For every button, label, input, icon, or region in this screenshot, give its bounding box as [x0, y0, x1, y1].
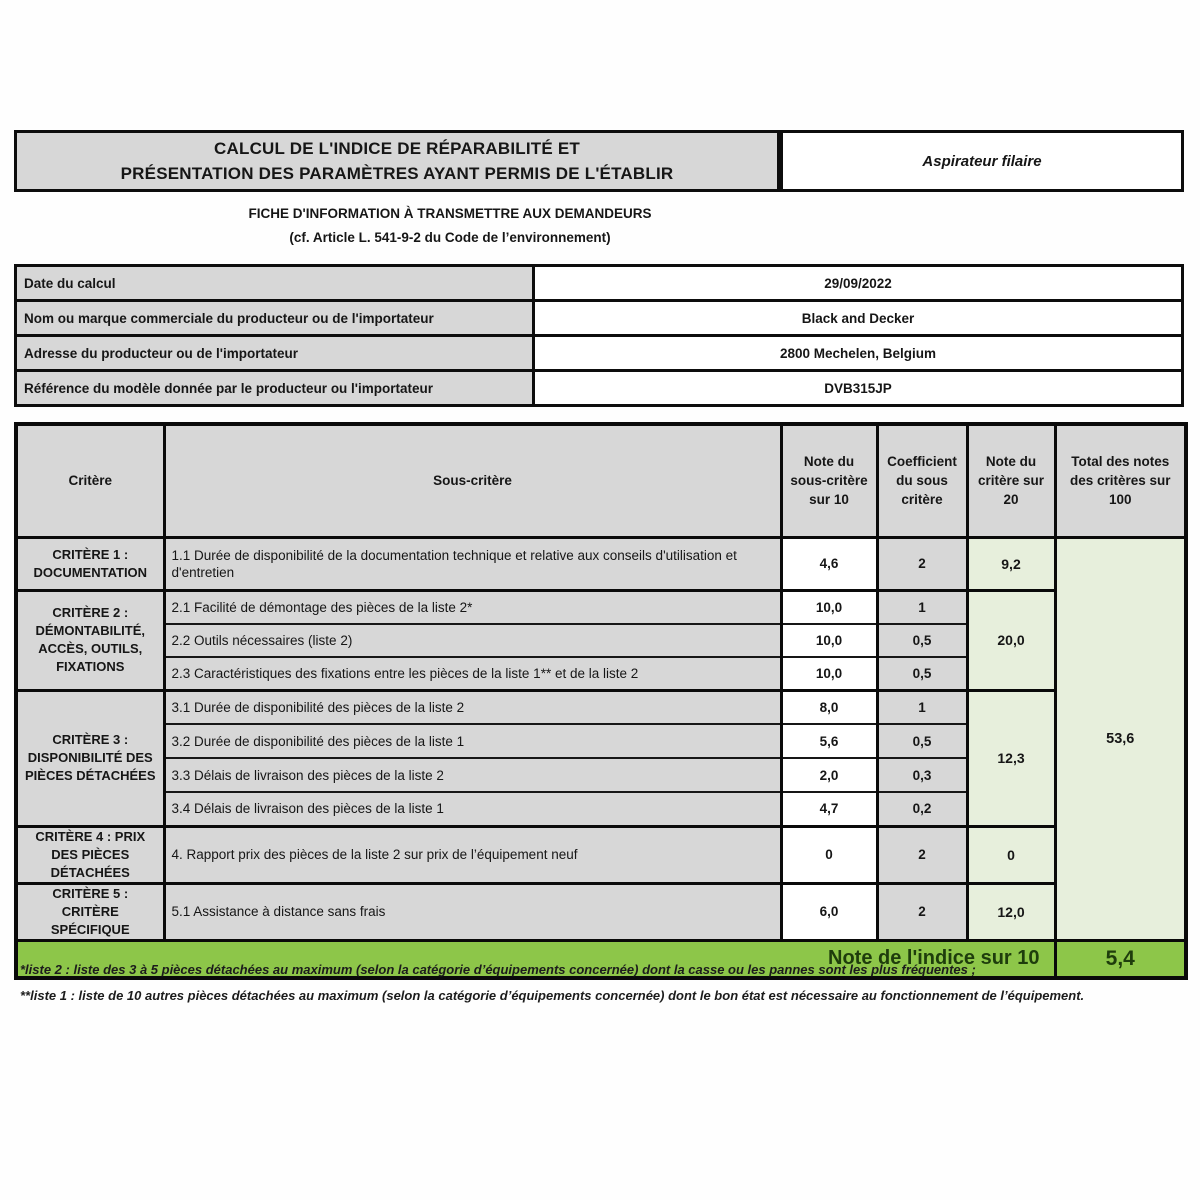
note10-2-1: 10,0: [781, 590, 877, 624]
row-3-1: [16, 690, 1186, 724]
note10-5-1: 6,0: [781, 883, 877, 940]
footnote-liste-1: **liste 1 : liste de 10 autres pièces détachées au maximum (selon la catégorie d’équipements concernée) dont le bon état est nécessaire au fonctionnement de l’équipement.: [20, 987, 1085, 1003]
note10-3-3: 2,0: [781, 758, 877, 792]
note10-3-4: 4,7: [781, 792, 877, 826]
row-1-1: [16, 537, 1186, 590]
row-2-1: [16, 590, 1186, 624]
criterion-1-name: CRITÈRE 1 : DOCUMENTATION: [16, 537, 164, 590]
info-value-model: DVB315JP: [534, 371, 1183, 406]
coef-1-1: 2: [877, 537, 967, 590]
producer-info-table: [14, 264, 1184, 407]
header-total-100: Total des notes des critères sur 100: [1055, 424, 1186, 537]
info-row-address: [16, 336, 1183, 371]
criterion-3-name: CRITÈRE 3 : DISPONIBILITÉ DES PIÈCES DÉTACHÉES: [16, 690, 164, 826]
title-band: [14, 130, 1184, 192]
coef-2-3: 0,5: [877, 657, 967, 690]
product-category: Aspirateur filaire: [922, 152, 1042, 170]
info-label-date: Date du calcul: [16, 266, 534, 301]
criteria-table-header: [16, 424, 1186, 537]
subcriterion-2-2: 2.2 Outils nécessaires (liste 2): [164, 624, 781, 657]
header-coefficient: Coefficient du sous critère: [877, 424, 967, 537]
coef-3-1: 1: [877, 690, 967, 724]
index-value: 5,4: [1055, 940, 1186, 978]
subcriterion-3-4: 3.4 Délais de livraison des pièces de la liste 1: [164, 792, 781, 826]
criterion-5-name: CRITÈRE 5 : CRITÈRE SPÉCIFIQUE: [16, 883, 164, 940]
note10-3-2: 5,6: [781, 724, 877, 758]
subcriterion-1-1: 1.1 Durée de disponibilité de la documentation technique et relative aux conseils d'utilisation et d'entretien: [164, 537, 781, 590]
coef-5-1: 2: [877, 883, 967, 940]
note20-criterion-4: 0: [967, 826, 1055, 883]
document-title-line1: CALCUL DE L'INDICE DE RÉPARABILITÉ ET: [214, 139, 580, 158]
criterion-4-name: CRITÈRE 4 : PRIX DES PIÈCES DÉTACHÉES: [16, 826, 164, 883]
row-4: [16, 826, 1186, 883]
header-note-sub-10: Note du sous-critère sur 10: [781, 424, 877, 537]
subtitle: [14, 202, 886, 250]
header-note-20: Note du critère sur 20: [967, 424, 1055, 537]
info-value-date: 29/09/2022: [534, 266, 1183, 301]
coef-2-2: 0,5: [877, 624, 967, 657]
info-row-brand: [16, 301, 1183, 336]
coef-3-3: 0,3: [877, 758, 967, 792]
note20-criterion-3: 12,3: [967, 690, 1055, 826]
info-value-address: 2800 Mechelen, Belgium: [534, 336, 1183, 371]
info-label-model: Référence du modèle donnée par le producteur ou l'importateur: [16, 371, 534, 406]
subcriterion-3-3: 3.3 Délais de livraison des pièces de la liste 2: [164, 758, 781, 792]
header-sub-criterion: Sous-critère: [164, 424, 781, 537]
info-row-date: [16, 266, 1183, 301]
document-title-line2: PRÉSENTATION DES PARAMÈTRES AYANT PERMIS DE L'ÉTABLIR: [120, 164, 674, 183]
note10-2-2: 10,0: [781, 624, 877, 657]
subcriterion-4: 4. Rapport prix des pièces de la liste 2 sur prix de l’équipement neuf: [164, 826, 781, 883]
coef-3-2: 0,5: [877, 724, 967, 758]
subcriterion-3-2: 3.2 Durée de disponibilité des pièces de la liste 1: [164, 724, 781, 758]
product-category-cell: [780, 130, 1184, 192]
note10-3-1: 8,0: [781, 690, 877, 724]
subcriterion-5-1: 5.1 Assistance à distance sans frais: [164, 883, 781, 940]
criteria-table: [14, 422, 1188, 980]
info-label-address: Adresse du producteur ou de l'importateur: [16, 336, 534, 371]
header-criterion: Critère: [16, 424, 164, 537]
total-notes-100: 53,6: [1055, 537, 1186, 940]
subcriterion-2-3: 2.3 Caractéristiques des fixations entre les pièces de la liste 1** et de la liste 2: [164, 657, 781, 690]
subcriterion-2-1: 2.1 Facilité de démontage des pièces de la liste 2*: [164, 590, 781, 624]
subtitle-line1: FICHE D'INFORMATION À TRANSMETTRE AUX DEMANDEURS: [248, 206, 652, 221]
info-row-model: [16, 371, 1183, 406]
index-label: Note de l'indice sur 10: [16, 940, 1055, 978]
footnotes: [20, 957, 1180, 1008]
footnote-liste-2: *liste 2 : liste des 3 à 5 pièces détachées au maximum (selon la catégorie d’équipements concernée) dont la casse ou les pannes sont les plus fréquentes ;: [20, 962, 976, 977]
coef-2-1: 1: [877, 590, 967, 624]
info-label-brand: Nom ou marque commerciale du producteur ou de l'importateur: [16, 301, 534, 336]
row-5-1: [16, 883, 1186, 940]
info-value-brand: Black and Decker: [534, 301, 1183, 336]
note10-4: 0: [781, 826, 877, 883]
coef-4: 2: [877, 826, 967, 883]
subcriterion-3-1: 3.1 Durée de disponibilité des pièces de la liste 2: [164, 690, 781, 724]
coef-3-4: 0,2: [877, 792, 967, 826]
document-title: [14, 130, 780, 192]
note20-criterion-5: 12,0: [967, 883, 1055, 940]
note20-criterion-2: 20,0: [967, 590, 1055, 690]
note10-1-1: 4,6: [781, 537, 877, 590]
note10-2-3: 10,0: [781, 657, 877, 690]
subtitle-line2: (cf. Article L. 541-9-2 du Code de l’environnement): [289, 230, 611, 245]
note20-criterion-1: 9,2: [967, 537, 1055, 590]
criterion-2-name: CRITÈRE 2 : DÉMONTABILITÉ, ACCÈS, OUTILS, FIXATIONS: [16, 590, 164, 690]
